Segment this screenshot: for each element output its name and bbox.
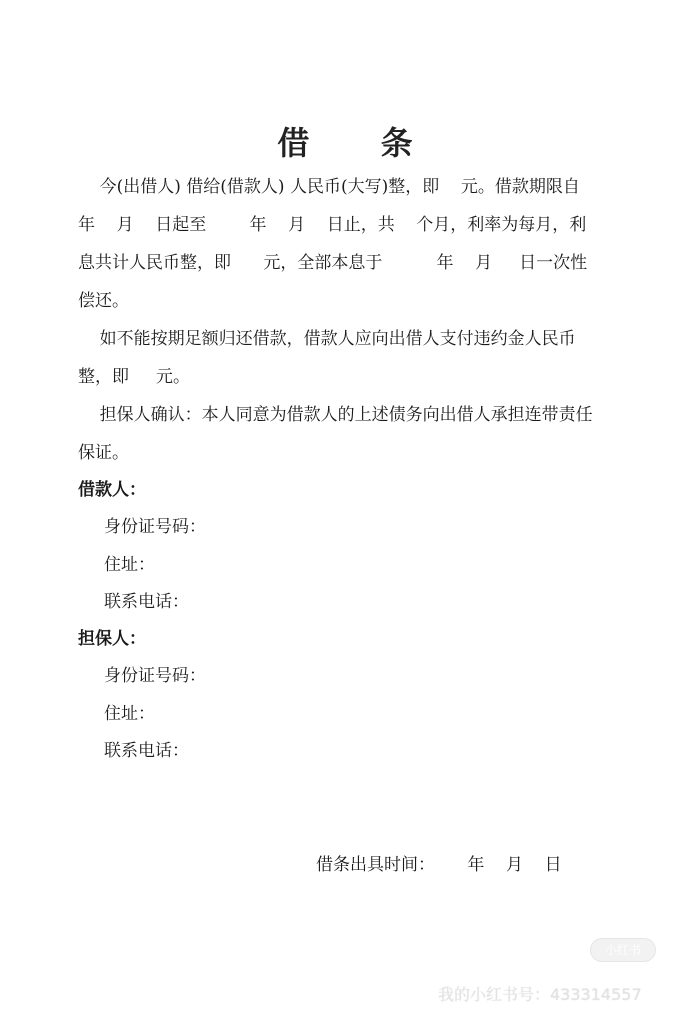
guarantor-confirmation-paragraph: 担保人确认：本人同意为借款人的上述债务向出借人承担连带责任保证。 bbox=[78, 405, 593, 463]
borrower-heading: 借款人： bbox=[78, 480, 146, 500]
issue-date-line: 借条出具时间： 年 月 日 bbox=[316, 855, 562, 875]
loan-terms-paragraph: 今(出借人) 借给(借款人) 人民币(大写)整，即 元。借款期限自 年 月 日起至 年 月 日止，共 个月，利率为每月，利息共计人民币整，即 元，全部本息于 年 月 日一次性偿还。 bbox=[78, 177, 624, 311]
document-title: 借 条 bbox=[277, 124, 443, 162]
guarantor-heading: 担保人： bbox=[78, 629, 146, 649]
penalty-paragraph: 如不能按期足额归还借款，借款人应向出借人支付违约金人民币 整，即 元。 bbox=[78, 329, 582, 387]
borrower-phone-label: 联系电话： bbox=[104, 592, 189, 612]
watermark-text: 我的小红书号：433314557 bbox=[438, 985, 642, 1004]
borrower-address-label: 住址： bbox=[104, 555, 155, 575]
watermark-logo: 小红书 bbox=[590, 938, 656, 962]
guarantor-address-label: 住址： bbox=[104, 704, 155, 724]
guarantor-phone-label: 联系电话： bbox=[104, 741, 189, 761]
guarantor-id-label: 身份证号码： bbox=[104, 666, 206, 686]
borrower-id-label: 身份证号码： bbox=[104, 517, 206, 537]
